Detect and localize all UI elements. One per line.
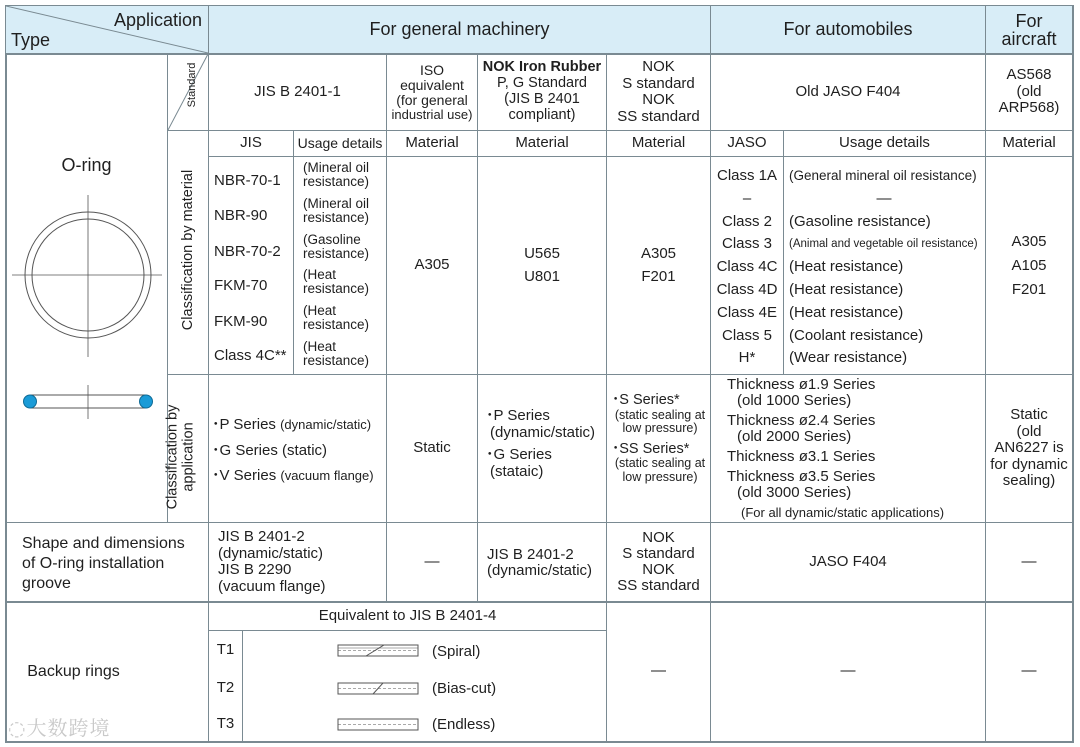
list-item: Class 4D xyxy=(716,280,778,298)
subhead-material-aircraft: Material xyxy=(1002,134,1056,152)
backup-label: Backup rings xyxy=(27,663,120,681)
class-by-application-label: Classification by application xyxy=(164,404,197,510)
backup-code-t1: T1 xyxy=(216,640,235,658)
list-item: (Mineral oil resistance) xyxy=(303,160,370,190)
list-item: (Coolant resistance) xyxy=(789,326,924,344)
groove-aircraft: — xyxy=(1021,552,1037,570)
backup-aircraft: — xyxy=(1021,662,1037,680)
backup-name-spiral: (Spiral) xyxy=(432,643,481,660)
list-item: ･G Series (static) xyxy=(212,441,328,459)
backup-name-endless: (Endless) xyxy=(432,716,496,733)
list-item: (Gasoline resistance) xyxy=(789,212,931,230)
list-item: NBR-70-1 xyxy=(214,172,281,189)
backup-code-t2: T2 xyxy=(216,678,235,696)
list-item: (Heat resistance) xyxy=(303,339,370,369)
list-item: FKM-70 xyxy=(214,277,268,294)
list-item: (Heat resistance) xyxy=(789,280,904,298)
header-corner-type: Type xyxy=(11,29,51,50)
groove-jis: JIS B 2401-2 (dynamic/static) JIS B 2290 (vacuum flange) xyxy=(218,528,326,595)
nok-iron-application: ･P Series (dynamic/static) ･G Series (stataic) xyxy=(486,407,596,480)
backup-jaso: — xyxy=(840,662,856,680)
backup-code-t3: T3 xyxy=(216,714,235,732)
list-item: ･V Series (vacuum flange) xyxy=(212,467,374,484)
watermark-logo: ◌大数跨境 xyxy=(8,716,111,740)
backup-spiral-drawing xyxy=(336,642,422,660)
subhead-material-nok-iron: Material xyxy=(515,134,569,152)
subhead-usage2: Usage details xyxy=(839,134,930,152)
subhead-usage: Usage details xyxy=(297,134,383,151)
std-aircraft: AS568 (old ARP568) xyxy=(998,66,1060,117)
backup-biascut-drawing xyxy=(336,680,422,698)
list-item: Class 4E xyxy=(716,303,778,321)
iso-material: A305 xyxy=(414,256,450,274)
nok-iron-material: U565 U801 xyxy=(524,245,560,285)
std-iso: ISO equivalent (for general industrial use) xyxy=(391,61,473,122)
jaso-application: Thickness ø1.9 Series (old 1000 Series) Thickness ø2.4 Series (old 2000 Series) Thickness ø3.1 Series Thickness ø3.5 Series (old 3000 Series) (For all dynamic/static applications) xyxy=(727,376,945,520)
groove-label: Shape and dimensions of O-ring installation groove xyxy=(22,535,185,592)
list-item: (Mineral oil resistance) xyxy=(303,196,370,226)
list-item: (Heat resistance) xyxy=(303,303,370,333)
list-item: (Heat resistance) xyxy=(789,303,904,321)
standard-label: Standard xyxy=(185,62,198,108)
list-item: Class 5 xyxy=(721,326,773,344)
list-item: – xyxy=(742,189,752,207)
std-nok-iron: NOK Iron Rubber P, G Standard (JIS B 2401 compliant) xyxy=(482,59,602,123)
backup-header: Equivalent to JIS B 2401-4 xyxy=(318,606,497,624)
std-jaso: Old JASO F404 xyxy=(795,82,901,100)
groove-nok-iron: JIS B 2401-2 (dynamic/static) xyxy=(487,546,593,579)
list-item: (Heat resistance) xyxy=(789,258,904,276)
subhead-material-nok-s: Material xyxy=(631,134,686,152)
nok-s-application: ･S Series* (static sealing at low pressure) ･SS Series* (static sealing at low pressure) xyxy=(612,392,706,484)
list-item: NBR-70-2 xyxy=(214,243,281,260)
list-item: H* xyxy=(738,349,756,367)
backup-name-biascut: (Bias-cut) xyxy=(432,680,497,697)
backup-endless-drawing xyxy=(336,716,422,734)
list-item: (Heat resistance) xyxy=(303,267,370,297)
standard-corner xyxy=(168,54,208,130)
jaso-usage-list xyxy=(789,165,985,370)
backup-nok-s: — xyxy=(651,662,666,680)
header-aircraft: For aircraft xyxy=(986,6,1072,53)
list-item: (Gasoline resistance) xyxy=(303,232,370,262)
list-item: Class 4C xyxy=(716,258,778,276)
header-general: For general machinery xyxy=(209,6,710,53)
jis-series-list xyxy=(212,412,388,489)
watermark-icon: ◌ xyxy=(8,716,27,740)
list-item: (Animal and vegetable oil resistance) xyxy=(789,238,978,251)
list-item: Class 4C** xyxy=(214,347,287,364)
std-nok-s: NOK S standard NOK SS standard xyxy=(617,58,700,125)
subhead-jaso: JASO xyxy=(727,134,767,152)
iso-application: Static xyxy=(413,439,451,457)
groove-nok-s: NOK S standard NOK SS standard xyxy=(617,528,700,595)
jaso-code-list xyxy=(711,165,783,370)
list-item: ･P Series (dynamic/static) xyxy=(212,416,372,433)
header-corner xyxy=(6,6,208,53)
list-item: (General mineral oil resistance) xyxy=(789,168,977,183)
header-automobiles: For automobiles xyxy=(711,6,985,53)
list-item: FKM-90 xyxy=(214,313,268,330)
aircraft-application: Static (old AN6227 is for dynamic sealing) xyxy=(990,406,1068,490)
groove-iso: — xyxy=(424,552,440,570)
oring-crosssection-drawing xyxy=(12,185,162,365)
subhead-material-iso: Material xyxy=(405,134,459,152)
groove-jaso: JASO F404 xyxy=(809,552,887,570)
std-jis: JIS B 2401-1 xyxy=(254,82,341,100)
list-item: (Wear resistance) xyxy=(789,349,908,367)
list-item: Class 2 xyxy=(721,212,773,230)
list-item: NBR-90 xyxy=(214,207,268,224)
class-by-material-label: Classification by material xyxy=(179,169,196,331)
oring-side-drawing xyxy=(18,385,158,419)
list-item: Class 1A xyxy=(716,167,778,184)
list-item: Class 3 xyxy=(721,235,773,253)
oring-label: O-ring xyxy=(61,154,112,175)
nok-s-material: A305 F201 xyxy=(640,245,677,285)
subhead-jis: JIS xyxy=(240,134,262,152)
header-corner-application: Application xyxy=(113,10,202,30)
list-item: — xyxy=(876,189,892,207)
aircraft-material: A305 A105 F201 xyxy=(1011,232,1047,298)
